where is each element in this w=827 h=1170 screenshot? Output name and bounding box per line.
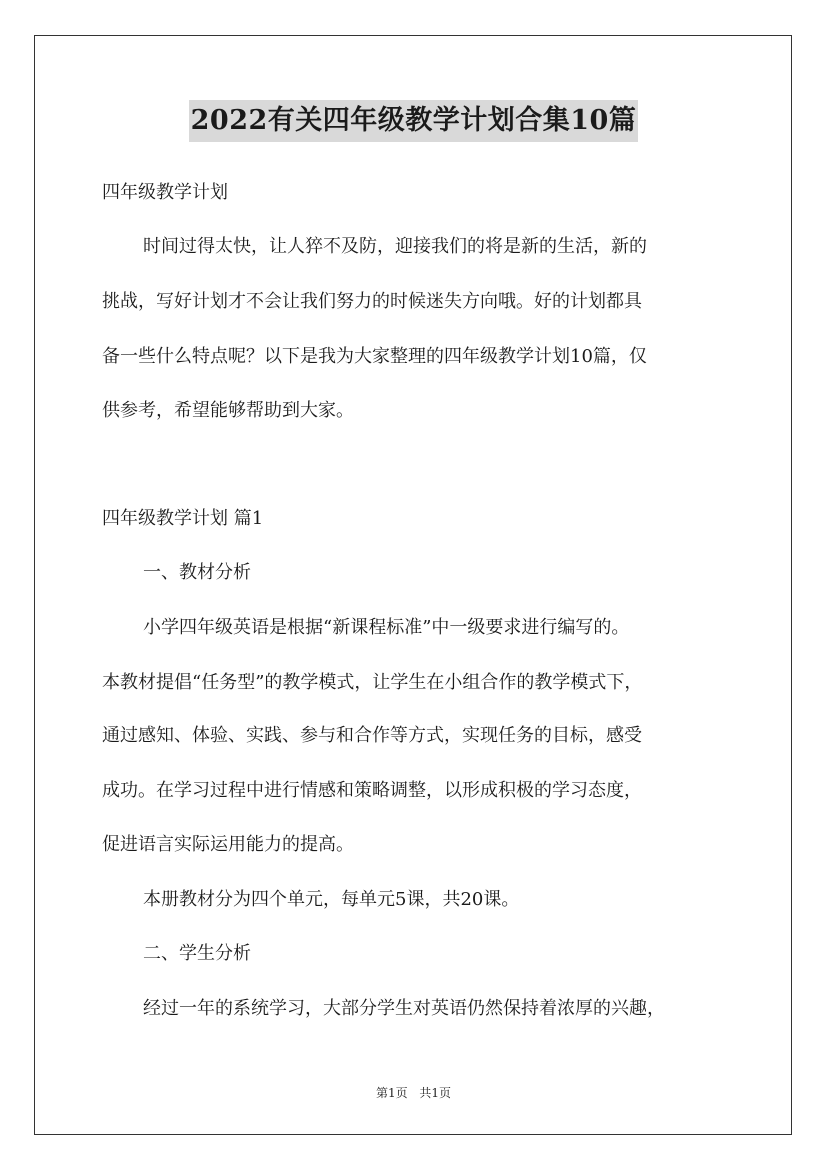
paragraph-line: 备一些什么特点呢？以下是我为大家整理的四年级教学计划10篇，仅 bbox=[102, 346, 647, 367]
document-title: 2022有关四年级教学计划合集10篇 bbox=[189, 100, 639, 142]
paragraph-line: 本册教材分为四个单元，每单元5课，共20课。 bbox=[143, 889, 520, 910]
paragraph-line: 时间过得太快，让人猝不及防，迎接我们的将是新的生活，新的 bbox=[143, 236, 647, 257]
section-heading: 四年级教学计划 bbox=[102, 182, 228, 203]
paragraph-line: 促进语言实际运用能力的提高。 bbox=[102, 834, 354, 855]
title-container bbox=[0, 100, 827, 142]
paragraph-line: 经过一年的系统学习，大部分学生对英语仍然保持着浓厚的兴趣， bbox=[143, 998, 665, 1019]
section-heading: 四年级教学计划 篇1 bbox=[102, 508, 264, 529]
subsection-heading: 一、教材分析 bbox=[143, 562, 251, 583]
paragraph-line: 通过感知、体验、实践、参与和合作等方式，实现任务的目标，感受 bbox=[102, 725, 642, 746]
paragraph-line: 供参考，希望能够帮助到大家。 bbox=[102, 400, 354, 421]
paragraph-line: 小学四年级英语是根据“新课程标准”中一级要求进行编写的。 bbox=[143, 617, 630, 638]
page-footer bbox=[0, 1084, 827, 1101]
page-number-total: 共1页 bbox=[419, 1086, 452, 1100]
paragraph-line: 本教材提倡“任务型”的教学模式，让学生在小组合作的教学模式下， bbox=[102, 672, 643, 693]
subsection-heading: 二、学生分析 bbox=[143, 943, 251, 964]
page-number-current: 第1页 bbox=[375, 1086, 408, 1100]
paragraph-line: 挑战，写好计划才不会让我们努力的时候迷失方向哦。好的计划都具 bbox=[102, 291, 642, 312]
paragraph-line: 成功。在学习过程中进行情感和策略调整，以形成积极的学习态度， bbox=[102, 780, 642, 801]
